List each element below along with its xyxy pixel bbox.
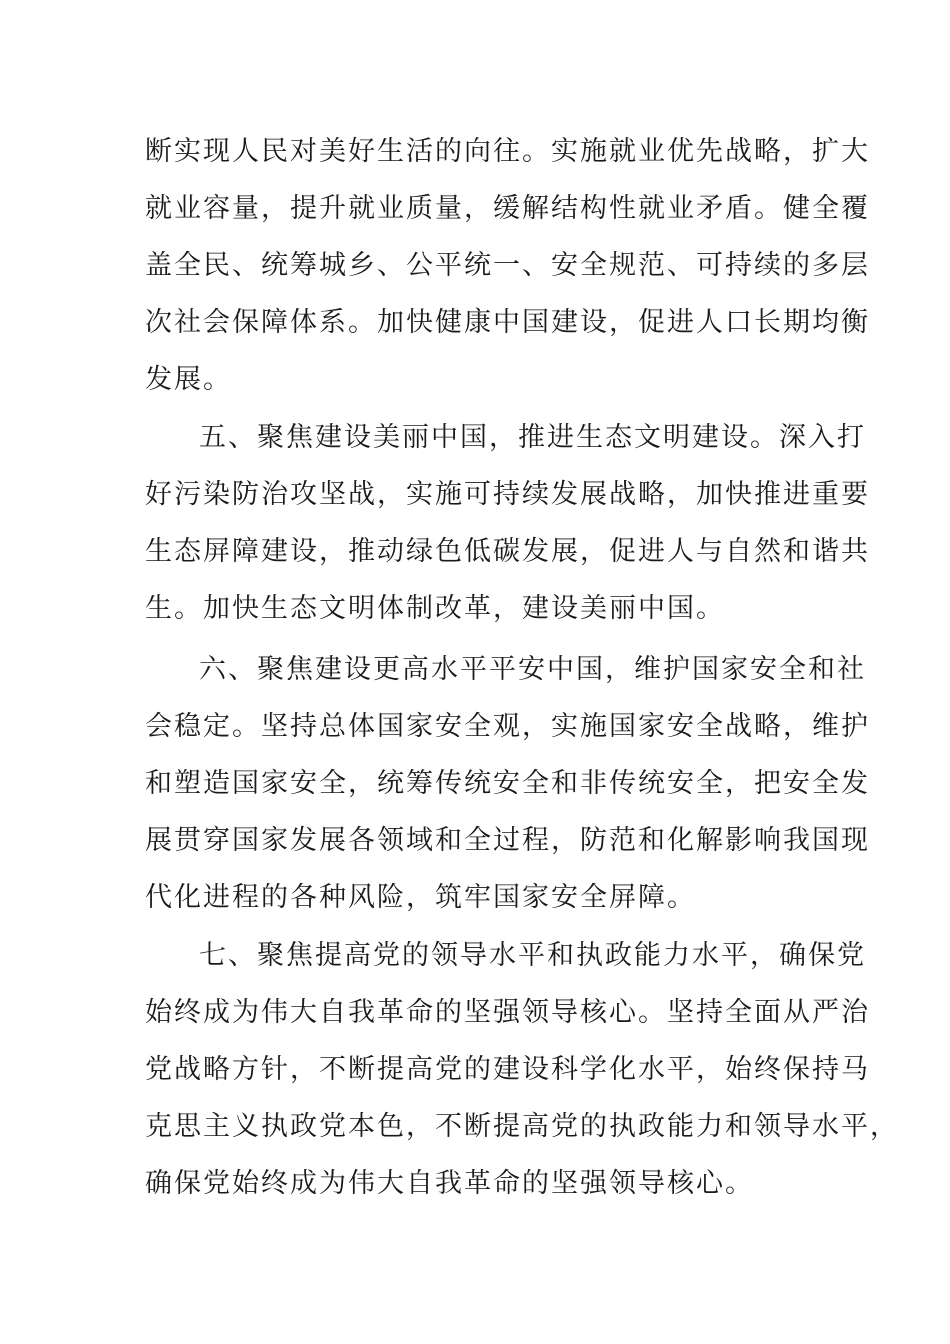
paragraph-p5	[145, 409, 870, 637]
text-line: 好污染防治攻坚战，实施可持续发展战略，加快推进重要	[145, 479, 870, 510]
text-line: 确保党始终成为伟大自我革命的坚强领导核心。	[145, 1168, 754, 1199]
text-line: 党战略方针，不断提高党的建设科学化水平，始终保持马	[145, 1054, 870, 1085]
paragraph-p6	[145, 641, 870, 926]
text-line: 克思主义执政党本色，不断提高党的执政能力和领导水平，	[145, 1111, 899, 1142]
paragraph-p4-tail	[145, 123, 870, 408]
text-line: 始终成为伟大自我革命的坚强领导核心。坚持全面从严治	[145, 997, 870, 1028]
text-line: 盖全民、统筹城乡、公平统一、安全规范、可持续的多层	[145, 250, 870, 281]
text-line: 五、聚焦建设美丽中国，推进生态文明建设。深入打	[199, 422, 866, 453]
paragraph-p7	[145, 927, 899, 1212]
text-line: 七、聚焦提高党的领导水平和执政能力水平，确保党	[199, 940, 866, 971]
text-line: 和塑造国家安全，统筹传统安全和非传统安全，把安全发	[145, 768, 870, 799]
text-line: 次社会保障体系。加快健康中国建设，促进人口长期均衡	[145, 307, 870, 338]
text-line: 断实现人民对美好生活的向往。实施就业优先战略，扩大	[145, 136, 870, 167]
text-line: 发展。	[145, 364, 232, 395]
text-line: 代化进程的各种风险，筑牢国家安全屏障。	[145, 882, 696, 913]
text-line: 生。加快生态文明体制改革，建设美丽中国。	[145, 593, 725, 624]
text-line: 展贯穿国家发展各领域和全过程，防范和化解影响我国现	[145, 825, 870, 856]
text-line: 生态屏障建设，推动绿色低碳发展，促进人与自然和谐共	[145, 536, 870, 567]
text-line: 会稳定。坚持总体国家安全观，实施国家安全战略，维护	[145, 711, 870, 742]
text-line: 就业容量，提升就业质量，缓解结构性就业矛盾。健全覆	[145, 193, 870, 224]
text-line: 六、聚焦建设更高水平平安中国，维护国家安全和社	[199, 654, 866, 685]
